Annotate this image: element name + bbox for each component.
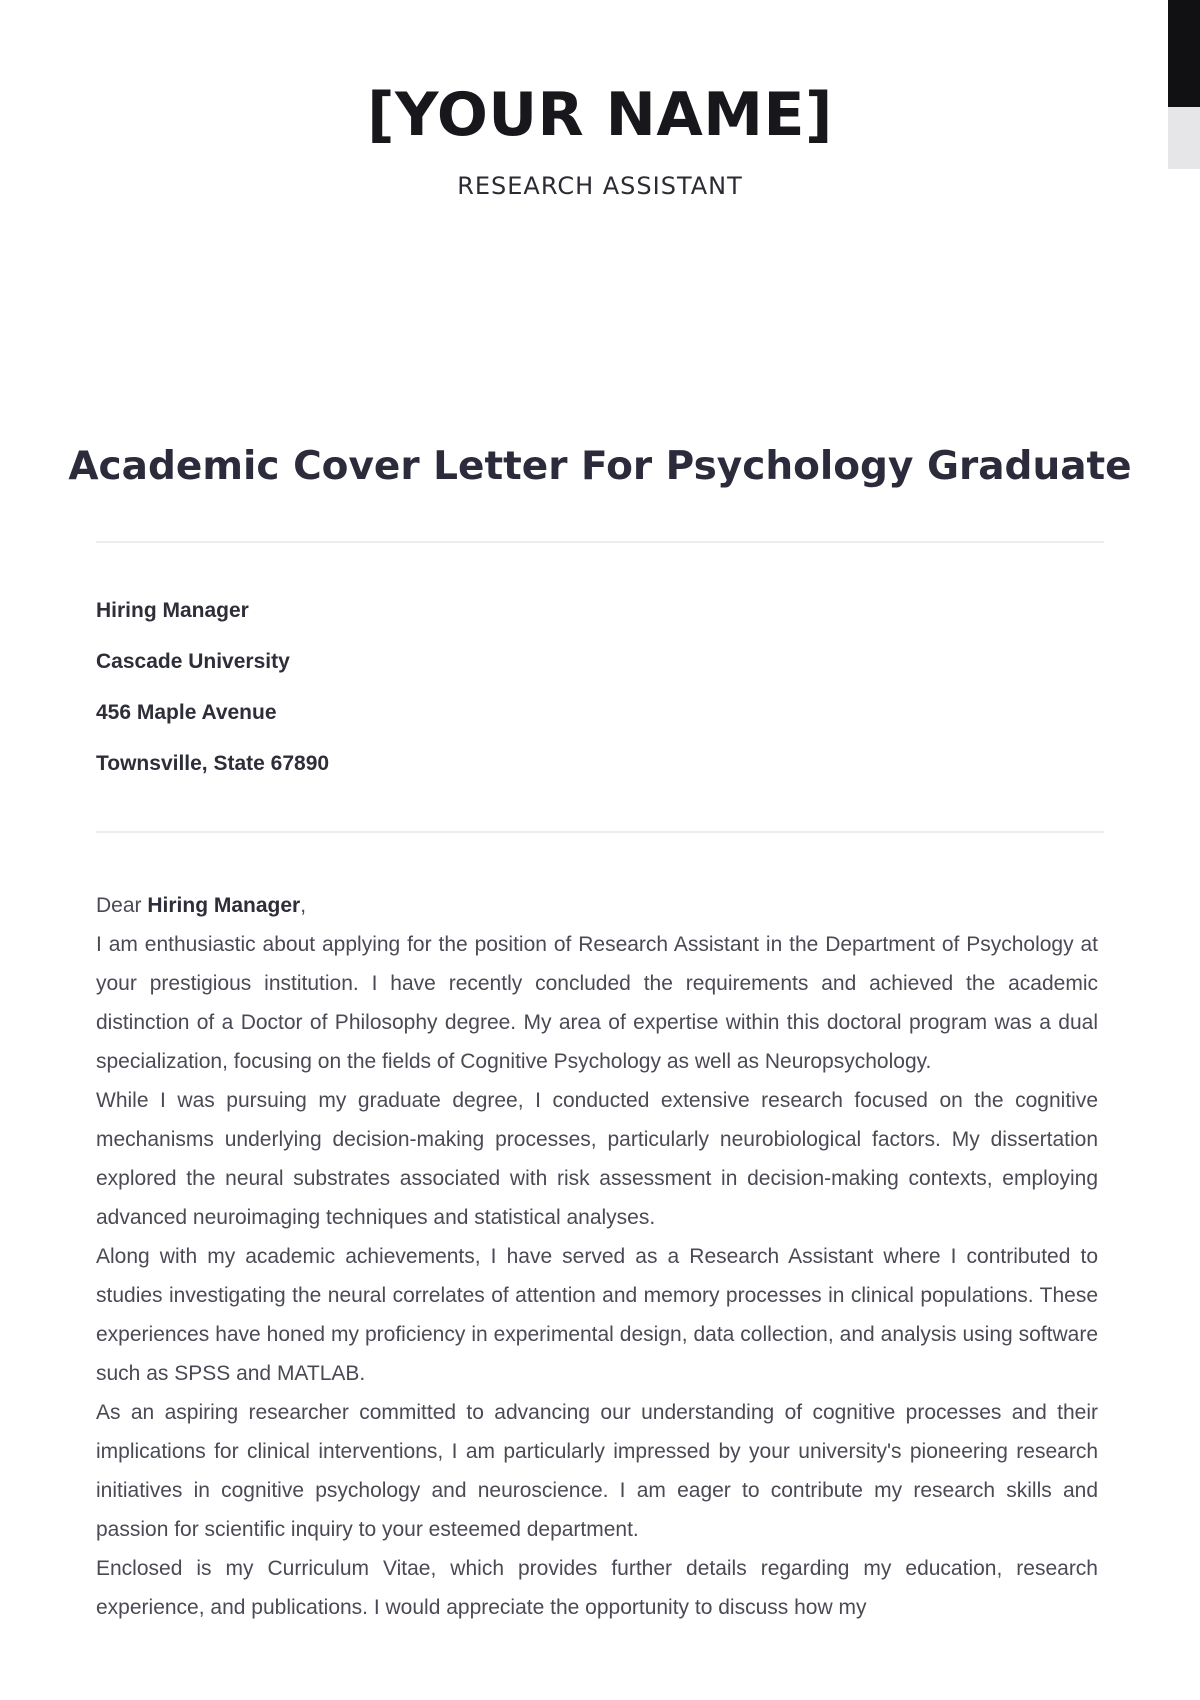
document-title: Academic Cover Letter For Psychology Graduate xyxy=(68,444,1132,489)
salutation-suffix: , xyxy=(300,894,307,917)
letter-paragraph: Along with my academic achievements, I have served as a Research Assistant where I contributed to studies investigating the neural correlates of attention and memory processes in clinical populations. These experiences have honed my proficiency in experimental design, data collection, and analysis using software such as SPSS and MATLAB. xyxy=(96,1245,1098,1385)
applicant-name: [YOUR NAME] xyxy=(367,80,833,150)
salutation-prefix: Dear xyxy=(96,894,148,917)
applicant-role: RESEARCH ASSISTANT xyxy=(457,172,743,200)
divider-bottom xyxy=(96,831,1104,833)
letter-paragraph: Enclosed is my Curriculum Vitae, which provides further details regarding my education, research experience, and publications. I would appreciate the opportunity to discuss how my xyxy=(96,1557,1098,1619)
letter-paragraph: I am enthusiastic about applying for the position of Research Assistant in the Department of Psychology at your prestigious institution. I have recently concluded the requirements and achieved the academic distinction of a Doctor of Philosophy degree. My area of expertise within this doctoral program was a dual specialization, focusing on the fields of Cognitive Psychology as well as Neuropsychology. xyxy=(96,933,1098,1073)
letter-paragraph: As an aspiring researcher committed to advancing our understanding of cognitive processes and their implications for clinical interventions, I am particularly impressed by your university's pioneering research initiatives in cognitive psychology and neuroscience. I am eager to contribute my research skills and passion for scientific inquiry to your esteemed department. xyxy=(96,1401,1098,1541)
divider-top xyxy=(96,541,1104,543)
letter-body xyxy=(96,886,1098,1627)
salutation xyxy=(96,886,1098,925)
recipient-line: Cascade University xyxy=(96,650,290,673)
recipient-line: 456 Maple Avenue xyxy=(96,701,277,724)
recipient-line: Townsville, State 67890 xyxy=(96,752,330,775)
letter-paragraph: While I was pursuing my graduate degree, I conducted extensive research focused on the cognitive mechanisms underlying decision-making processes, particularly neurobiological factors. My dissertation explored the neural substrates associated with risk assessment in decision-making contexts, employing advanced neuroimaging techniques and statistical analyses. xyxy=(96,1089,1098,1229)
salutation-name: Hiring Manager xyxy=(147,894,301,917)
recipient-line: Hiring Manager xyxy=(96,599,249,622)
recipient-address xyxy=(96,598,329,802)
